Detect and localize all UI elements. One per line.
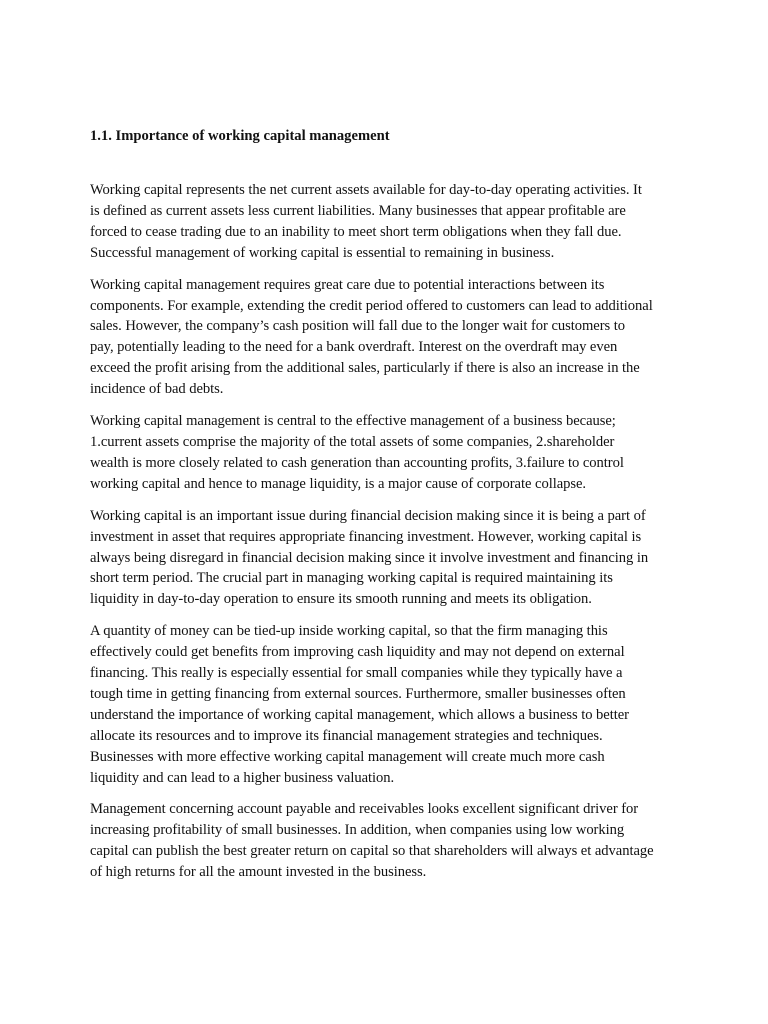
paragraph-definition: Working capital represents the net current assets available for day-to-day operating activities. It is defined as current assets less current liabilities. Many businesses that appear profitable are forced to cease trading due to an inability to meet short term obligations when they fall due. Successful management of working capital is essential to remaining in business. bbox=[90, 182, 642, 261]
paragraph-financial-decisions: Working capital is an important issue during financial decision making since it is being a part of investment in asset that requires appropriate financing investment. However, working capital is always being disregard in financial decision making since it involve investment and financing in short term period. The crucial part in managing working capital is required maintaining its liquidity in day-to-day operation to ensure its smooth running and meets its obligation. bbox=[90, 507, 649, 608]
document-body bbox=[90, 126, 680, 894]
paragraph-interactions: Working capital management requires great care due to potential interactions between its components. For example, extending the credit period offered to customers can lead to additional sales. However, the company’s cash position will fall due to the longer wait for customers to pay, potentially leading to the need for a bank overdraft. Interest on the overdraft may even exceed the profit arising from the additional sales, particularly if there is also an increase in the incidence of bad debts. bbox=[90, 276, 653, 398]
paragraph-profitability: Management concerning account payable and receivables looks excellent significant driver for increasing profitability of small businesses. In addition, when companies using low working capital can publish the best greater return on capital so that shareholders will always et advantage of high returns for all the amount invested in the business. bbox=[90, 801, 654, 881]
paragraph-liquidity: A quantity of money can be tied-up inside working capital, so that the firm managing this effectively could get benefits from improving cash liquidity and may not depend on external financing. This really is especially essential for small companies while they typically have a tough time in getting financing from external sources. Furthermore, smaller businesses often understand the importance of working capital management, which allows a business to better allocate its resources and to improve its financial management strategies and techniques. Businesses with more effective working capital management will create much more cash liquidity and can lead to a higher business valuation. bbox=[90, 623, 629, 786]
section-heading: 1.1. Importance of working capital management bbox=[90, 128, 390, 144]
paragraph-central-role: Working capital management is central to the effective management of a business because; 1.current assets comprise the majority of the total assets of some companies, 2.shareholder wealth is more closely related to cash generation than accounting profits, 3.failure to control working capital and hence to manage liquidity, is a major cause of corporate collapse. bbox=[90, 413, 624, 492]
